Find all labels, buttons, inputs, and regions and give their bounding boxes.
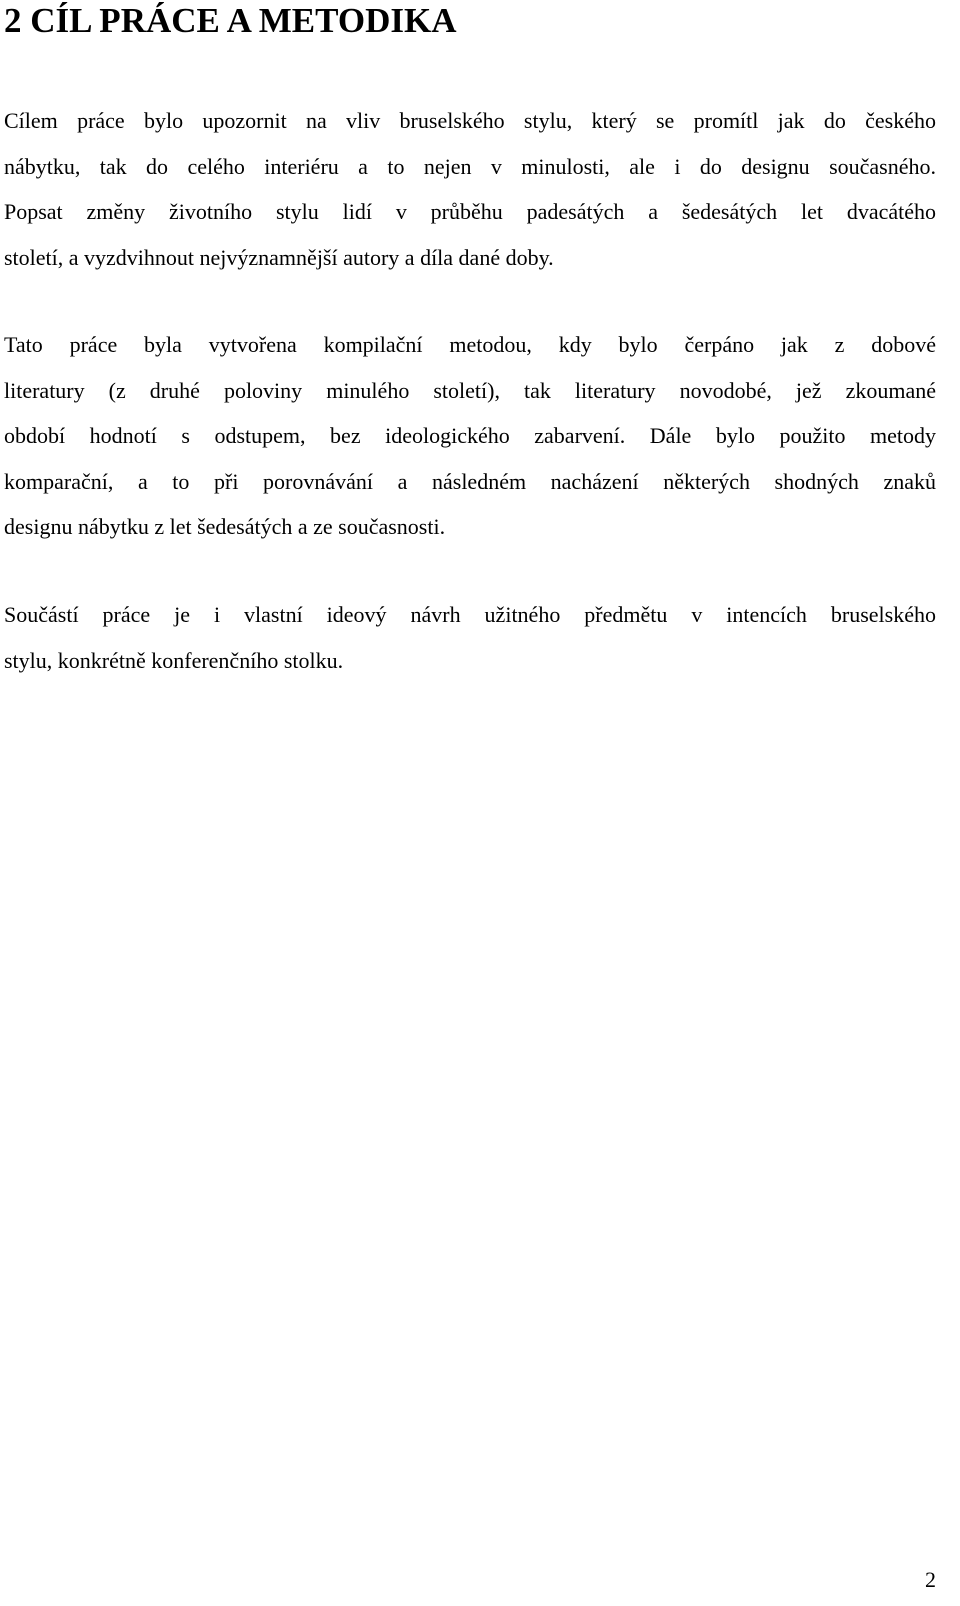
paragraph-line: nábytku, tak do celého interiéru a to nejen v minulosti, ale i do designu současného. [4,153,936,179]
paragraph-design [4,592,936,683]
paragraph-line: období hodnotí s odstupem, bez ideologického zabarvení. Dále bylo použito metody [4,423,936,448]
paragraph-line: Součástí práce je i vlastní ideový návrh užitného předmětu v intencích bruselského [4,602,936,627]
paragraph-line: designu nábytku z let šedesátých a ze současnosti. [4,514,446,539]
chapter-heading: 2 CÍL PRÁCE A METODIKA [4,1,457,40]
paragraph-line: Tato práce byla vytvořena kompilační metodou, kdy bylo čerpáno jak z dobové [4,332,936,357]
paragraph-line: komparační, a to při porovnávání a následném nacházení některých shodných znaků [4,468,936,494]
paragraph-line: literatury (z druhé poloviny minulého století), tak literatury novodobé, jež zkoumané [4,377,936,403]
page-number: 2 [925,1567,936,1592]
paragraph-line: Popsat změny životního stylu lidí v průběhu padesátých a šedesátých let dvacátého [4,199,936,224]
paragraph-line: stylu, konkrétně konferenčního stolku. [4,647,344,673]
paragraph-method [4,322,936,550]
paragraph-line: Cílem práce bylo upozornit na vliv bruselského stylu, který se promítl jak do českého [4,108,936,133]
paragraph-aim [4,98,936,280]
paragraph-line: století, a vyzdvihnout nejvýznamnější autory a díla dané doby. [4,244,554,270]
